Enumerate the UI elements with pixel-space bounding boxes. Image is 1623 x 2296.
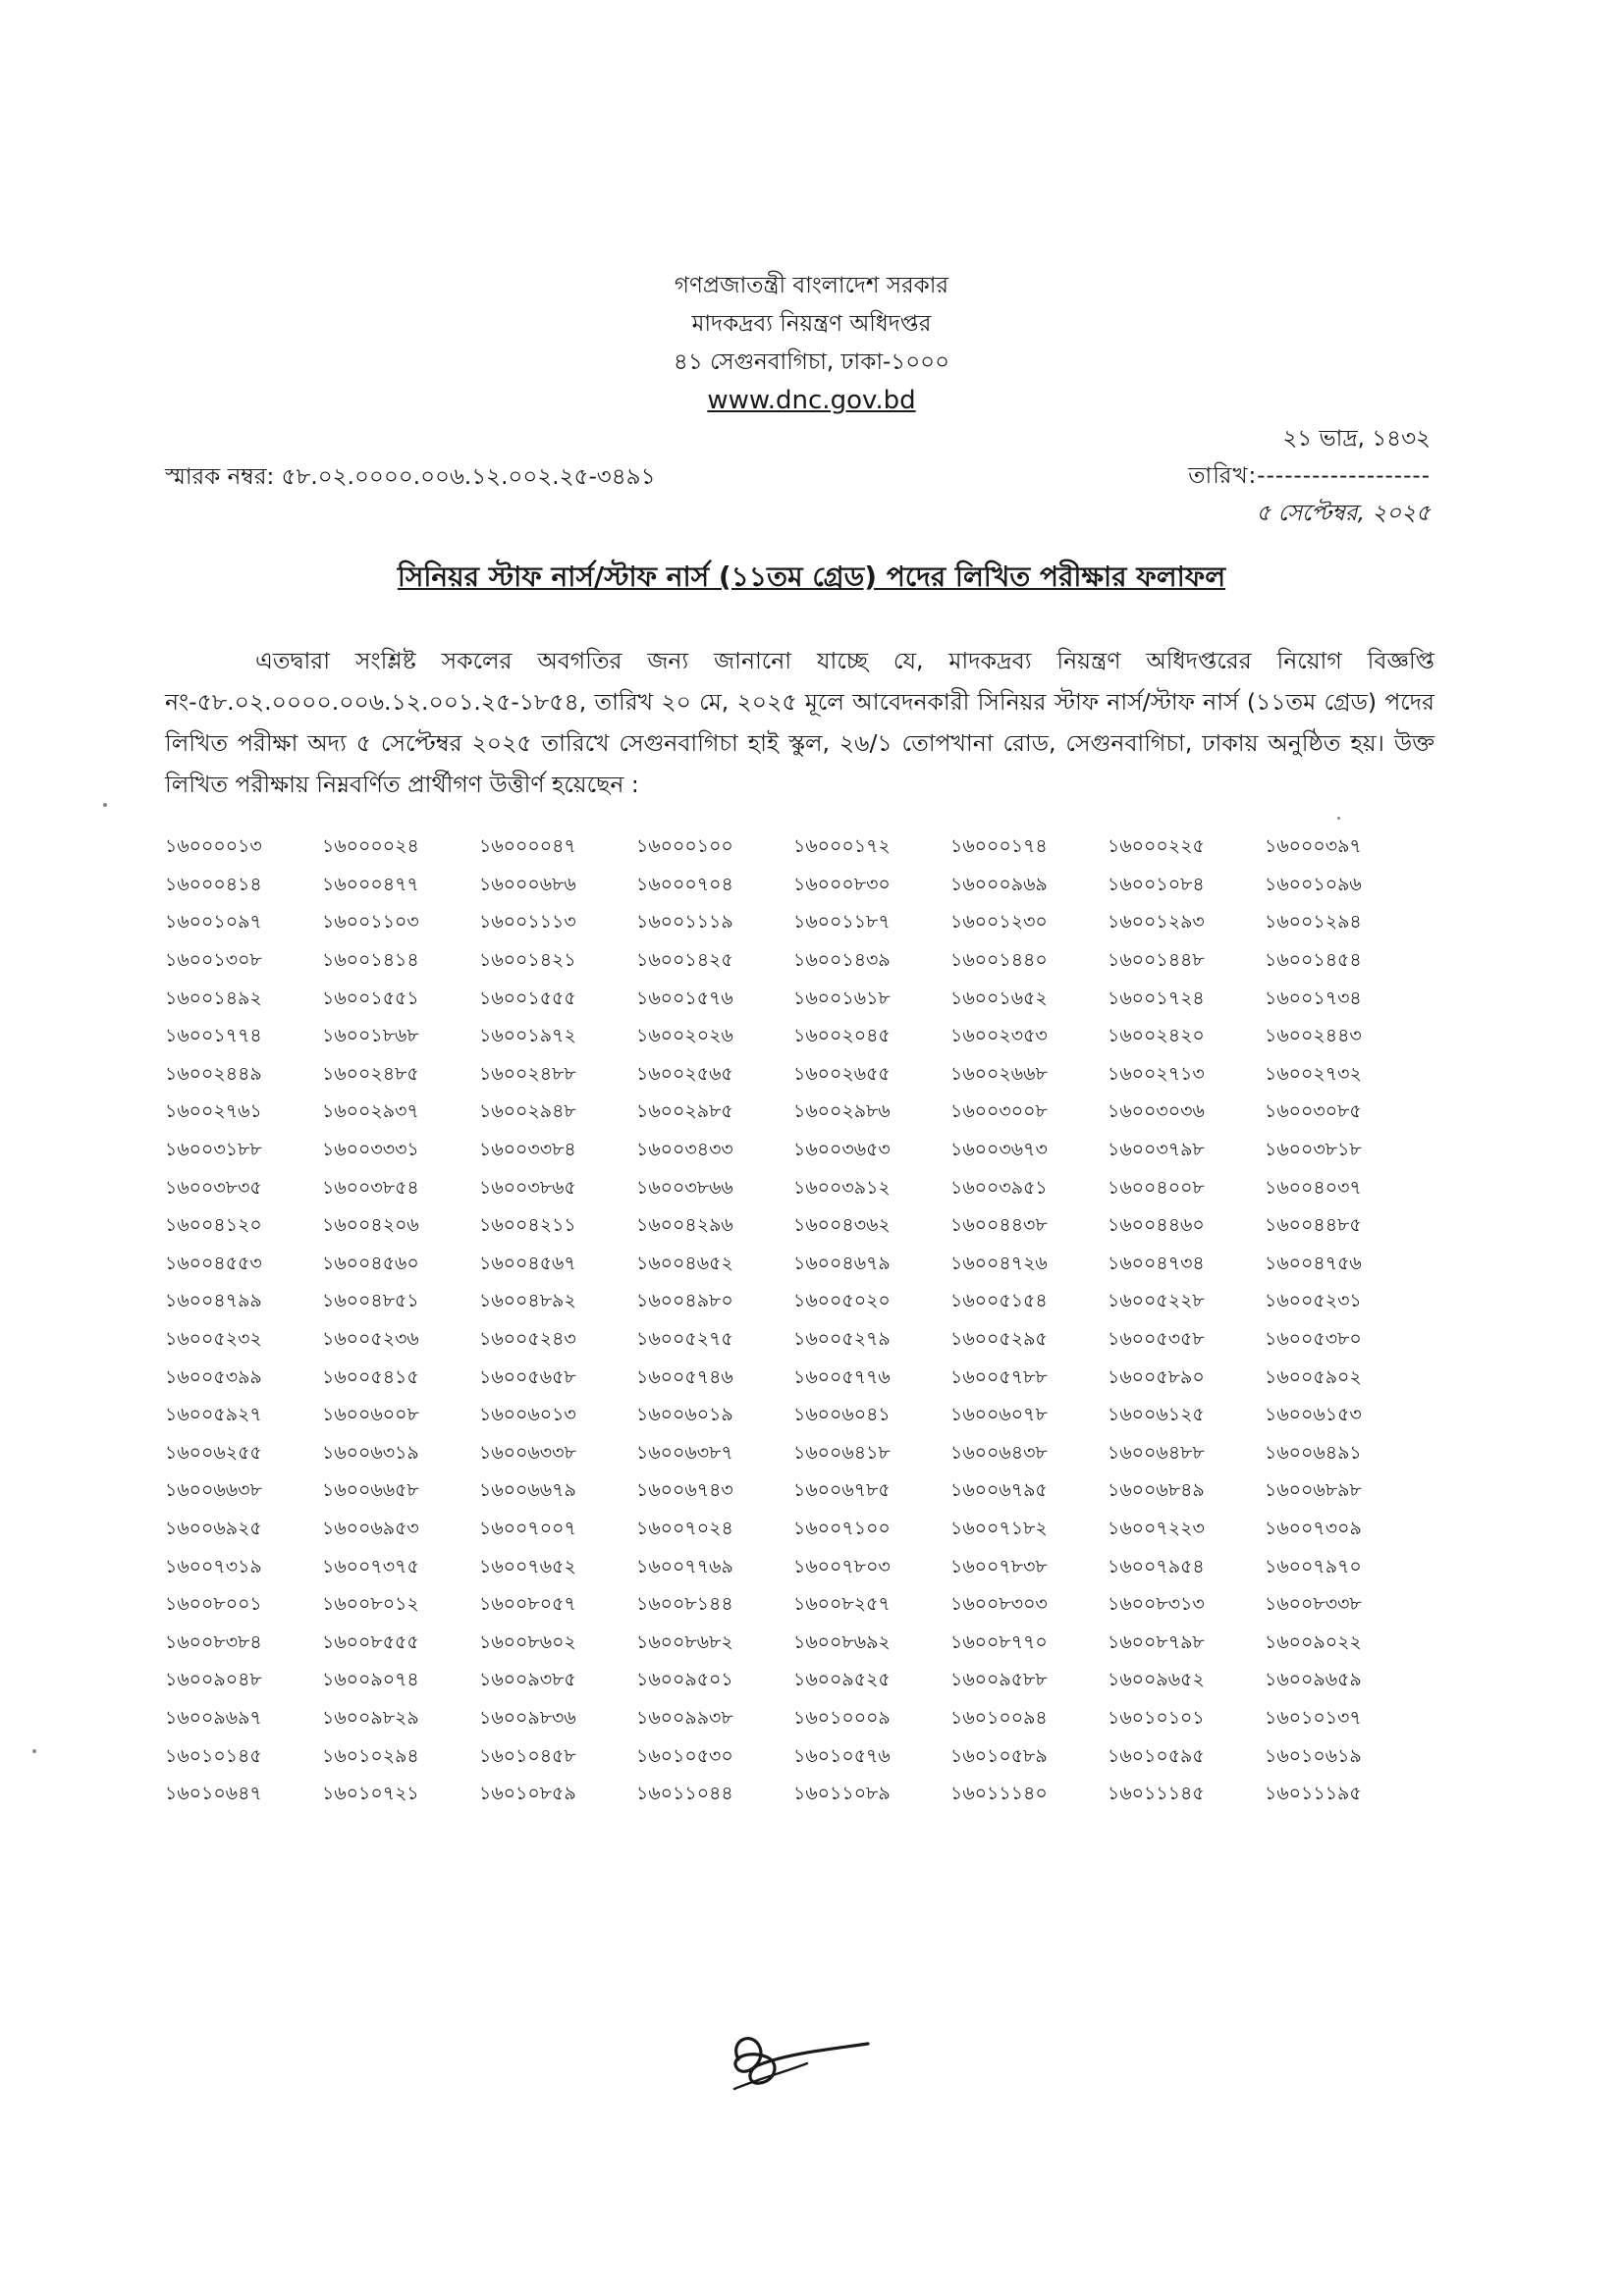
roll-number-cell: ১৬০০৮৭৭০ [950,1630,1048,1653]
roll-number-cell: ১৬০০৯৫২৫ [793,1669,891,1691]
roll-number-cell: ১৬০০৫২৭৫ [636,1328,733,1351]
roll-number-cell: ১৬০১১১৪৫ [1108,1783,1205,1805]
roll-number-cell: ১৬০১০১৩৭ [1265,1706,1362,1729]
roll-number-cell: ১৬০০১২৩০ [950,911,1048,934]
roll-number-cell: ১৬০০৬৮৯৮ [1265,1479,1362,1502]
table-row [165,981,1422,1019]
roll-number-cell: ১৬০০৭১০০ [793,1517,891,1539]
roll-number-cell: ১৬০০৭৬৫২ [479,1555,576,1577]
roll-number-cell: ১৬০০৭৮০৩ [793,1555,891,1577]
roll-number-cell: ১৬০০৮৭৯৮ [1108,1630,1205,1653]
roll-number-cell: ১৬০০৮৬৮২ [636,1630,733,1653]
roll-number-cell: ১৬০০৯০২২ [1265,1630,1362,1653]
roll-number-cell: ১৬০০৯৬৯৭ [165,1706,262,1729]
table-row [165,1247,1422,1285]
roll-number-cell: ১৬০০৬০০৮ [322,1404,419,1426]
table-row [165,1133,1422,1171]
roll-number-cell: ১৬০০৩৪৩৩ [636,1139,733,1161]
signature-icon [699,2020,876,2099]
roll-number-cell: ১৬০০৫৯০২ [1265,1365,1362,1388]
table-row [165,1057,1422,1095]
roll-number-cell: ১৬০০৯০৭৪ [322,1669,419,1691]
roll-number-cell: ১৬০০০০৪৭ [479,835,576,858]
roll-number-cell: ১৬০০৪৮৯২ [479,1290,576,1312]
roll-number-cell: ১৬০০১৫৫১ [322,987,419,1009]
roll-number-cell: ১৬০০৬৬৫৮ [322,1479,419,1502]
roll-number-cell: ১৬০০৪৪৬০ [1108,1214,1205,1237]
roll-number-cell: ১৬০০৭১৮২ [950,1517,1048,1539]
roll-number-cell: ১৬০০২৯৮৬ [793,1100,891,1123]
date-block [1188,420,1431,532]
roll-number-cell: ১৬০০৬২৫৫ [165,1441,262,1464]
table-row [165,905,1422,943]
roll-number-cell: ১৬০০৫২২৮ [1108,1290,1205,1312]
roll-number-cell: ১৬০০১৪৩৯ [793,949,891,972]
table-row [165,943,1422,982]
website-link[interactable]: www.dnc.gov.bd [707,386,916,415]
roll-number-table-body [165,829,1422,1814]
roll-number-cell: ১৬০০৭৭৬৯ [636,1555,733,1577]
roll-number-cell: ১৬০০৫৩৮০ [1265,1328,1362,1351]
roll-number-cell: ১৬০০১১১৩ [479,911,576,934]
roll-number-cell: ১৬০০০৮৩০ [793,873,891,895]
roll-number-cell: ১৬০০৫৭৮৮ [950,1365,1048,1388]
roll-number-cell: ১৬০০৯৫৮৮ [950,1669,1048,1691]
roll-number-cell: ১৬০০২৪৮৮ [479,1062,576,1085]
roll-number-cell: ১৬০০৪৭২৬ [950,1252,1048,1274]
roll-number-cell: ১৬০০১৫৫৫ [479,987,576,1009]
roll-number-cell: ১৬০০৪০৩৭ [1265,1176,1362,1199]
scan-speck [32,1749,36,1753]
roll-number-cell: ১৬০০৫৩৯৯ [165,1365,262,1388]
roll-number-cell: ১৬০০২০৪৫ [793,1025,891,1047]
govt-name: গণপ্রজাতন্ত্রী বাংলাদেশ সরকার [674,273,949,298]
roll-number-cell: ১৬০০৭০২৪ [636,1517,733,1539]
roll-number-cell: ১৬০০০১৭২ [793,835,891,858]
roll-number-cell: ১৬০০৮৬৯২ [793,1630,891,1653]
roll-number-cell: ১৬০০৪১২০ [165,1214,262,1237]
roll-number-cell: ১৬০০০১৭৪ [950,835,1048,858]
roll-number-cell: ১৬০১০৬১৯ [1265,1744,1362,1767]
roll-number-cell: ১৬০১০৬৪৭ [165,1783,262,1805]
table-row [165,1701,1422,1739]
roll-number-cell: ১৬০০৭২২৩ [1108,1517,1205,1539]
roll-number-cell: ১৬০০৪২১১ [479,1214,576,1237]
roll-number-cell: ১৬০০২৬৬৮ [950,1062,1048,1085]
roll-number-cell: ১৬০০৭৩০৯ [1265,1517,1362,1539]
roll-number-cell: ১৬০০৩৮৬৬ [636,1176,733,1199]
roll-number-cell: ১৬০০২৩৫৩ [950,1025,1048,1047]
roll-number-cell: ১৬০০২৯৩৭ [322,1100,419,1123]
table-row [165,868,1422,906]
roll-number-cell: ১৬০০৬১২৫ [1108,1404,1205,1426]
roll-number-cell: ১৬০০৯৮৩৬ [479,1706,576,1729]
roll-number-cell: ১৬০১০০৯৪ [950,1706,1048,1729]
table-row [165,1170,1422,1208]
roll-number-cell: ১৬০০৮২৫৭ [793,1593,891,1616]
roll-number-cell: ১৬০০৩৮৬৫ [479,1176,576,1199]
department-name: মাদকদ্রব্য নিয়ন্ত্রণ অধিদপ্তর [691,311,932,337]
roll-number-cell: ১৬০১১১৪০ [950,1783,1048,1805]
roll-number-cell: ১৬০০৪৫৬০ [322,1252,419,1274]
roll-number-cell: ১৬০০১২৯৪ [1265,911,1362,934]
roll-number-cell: ১৬০১০৫৭৬ [793,1744,891,1767]
roll-number-cell: ১৬০০৪৫৫৩ [165,1252,262,1274]
roll-number-cell: ১৬০০৫৬৫৮ [479,1365,576,1388]
page-title: সিনিয়র স্টাফ নার্স/স্টাফ নার্স (১১তম গ্রেড) পদের লিখিত পরীক্ষার ফলাফল [397,561,1226,593]
roll-number-cell: ১৬০০১০৮৪ [1108,873,1205,895]
roll-number-cell: ১৬০১০৫৮৯ [950,1744,1048,1767]
roll-number-cell: ১৬০০৬৭৪৩ [636,1479,733,1502]
roll-number-cell: ১৬০০৭৯৭০ [1265,1555,1362,1577]
roll-number-cell: ১৬০০২৪৮৫ [322,1062,419,1085]
roll-number-cell: ১৬০০৯০৪৮ [165,1669,262,1691]
table-row [165,1284,1422,1322]
roll-number-cell: ১৬০০৩৮৩৫ [165,1176,262,1199]
roll-number-cell: ১৬০০৬৬৭৯ [479,1479,576,1502]
table-row [165,1095,1422,1133]
roll-number-cell: ১৬০০৮০০১ [165,1593,262,1616]
table-row [165,1625,1422,1663]
roll-number-cell: ১৬০০৪২০৬ [322,1214,419,1237]
roll-number-cell: ১৬০০৬০১৯ [636,1404,733,1426]
roll-number-cell: ১৬০১০৭২১ [322,1783,419,1805]
scan-speck [103,803,107,807]
roll-number-cell: ১৬০০১৭৭৪ [165,1025,262,1047]
roll-number-cell: ১৬০০৫২৩১ [1265,1290,1362,1312]
roll-number-cell: ১৬০০৩৮৫৪ [322,1176,419,1199]
roll-number-cell: ১৬০০২৯৮৫ [636,1100,733,1123]
roll-number-cell: ১৬০০৫২৩২ [165,1328,262,1351]
roll-number-cell: ১৬০০৭৩১৯ [165,1555,262,1577]
roll-number-cell: ১৬০০৩৭৯৮ [1108,1139,1205,1161]
roll-number-cell: ১৬০০৪৯৮০ [636,1290,733,1312]
date-gregorian: ৫ সেপ্টেম্বর, ২০২৫ [1256,501,1431,526]
roll-number-cell: ১৬০১০২৯৪ [322,1744,419,1767]
table-row [165,1208,1422,1247]
roll-number-cell: ১৬০০২৬৫৫ [793,1062,891,1085]
roll-number-cell: ১৬০০১৪৫৪ [1265,949,1362,972]
roll-number-cell: ১৬০০২৪২০ [1108,1025,1205,1047]
roll-number-cell: ১৬০০৬৪৮৮ [1108,1441,1205,1464]
roll-number-cell: ১৬০০০৩৯৭ [1265,835,1362,858]
table-row [165,1587,1422,1626]
roll-number-cell: ১৬০০০০২৪ [322,835,419,858]
roll-number-cell: ১৬০০০৪৭৭ [322,873,419,895]
roll-number-cell: ১৬০০৪৬৫২ [636,1252,733,1274]
roll-number-cell: ১৬০১০৮৫৯ [479,1783,576,1805]
roll-number-cell: ১৬০০৩৯১২ [793,1176,891,1199]
roll-number-cell: ১৬০০১৪৯২ [165,987,262,1009]
roll-number-cell: ১৬০০৫২৭৯ [793,1328,891,1351]
roll-number-cell: ১৬০০৬০৭৮ [950,1404,1048,1426]
roll-number-cell: ১৬০০৬৮৪৯ [1108,1479,1205,1502]
roll-number-cell: ১৬০০২০২৬ [636,1025,733,1047]
roll-number-cell: ১৬০০৫৯২৭ [165,1404,262,1426]
roll-number-cell: ১৬০০৯৯৩৮ [636,1706,733,1729]
roll-number-cell: ১৬০০৬৩১৯ [322,1441,419,1464]
roll-number-cell: ১৬০০৫৭৭৬ [793,1365,891,1388]
roll-number-cell: ১৬০০৯৫০১ [636,1669,733,1691]
roll-number-cell: ১৬০০১০৯৭ [165,911,262,934]
roll-number-cell: ১৬০০৫১৫৪ [950,1290,1048,1312]
roll-number-cell: ১৬০১১০৪৪ [636,1783,733,1805]
roll-number-cell: ১৬০১০৪৫৮ [479,1744,576,1767]
roll-number-cell: ১৬০০২৭৩২ [1265,1062,1362,1085]
roll-number-cell: ১৬০০৬৪৯১ [1265,1441,1362,1464]
table-row [165,1473,1422,1512]
roll-number-cell: ১৬০০১৮৬৮ [322,1025,419,1047]
roll-number-cell: ১৬০০২৭১৩ [1108,1062,1205,1085]
roll-number-cell: ১৬০০৬৯২৫ [165,1517,262,1539]
roll-number-cell: ১৬০০৪৮৫১ [322,1290,419,1312]
table-row [165,1360,1422,1398]
roll-number-cell: ১৬০০৪৫৬৭ [479,1252,576,1274]
roll-number-cell: ১৬০০১৭২৪ [1108,987,1205,1009]
roll-number-cell: ১৬০০৬৩৩৮ [479,1441,576,1464]
roll-number-cell: ১৬০০৬৭৯৫ [950,1479,1048,1502]
roll-number-cell: ১৬০০৫২৩৬ [322,1328,419,1351]
roll-number-cell: ১৬০০১১৮৭ [793,911,891,934]
roll-number-cell: ১৬০০৪২৯৬ [636,1214,733,1237]
roll-number-cell: ১৬০০৩৩৩১ [322,1139,419,1161]
table-row [165,1398,1422,1436]
roll-number-cell: ১৬০০৯৮২৯ [322,1706,419,1729]
roll-number-cell: ১৬০০৯৩৮৫ [479,1669,576,1691]
roll-number-cell: ১৬০০১৫৭৬ [636,987,733,1009]
roll-number-cell: ১৬০০৪৩৬২ [793,1214,891,1237]
roll-number-cell: ১৬০০০৪১৪ [165,873,262,895]
roll-number-cell: ১৬০০১৯৭২ [479,1025,576,1047]
table-row [165,1019,1422,1057]
date-bangla: ২১ ভাদ্র, ১৪৩২ [1282,426,1431,452]
table-row [165,1549,1422,1587]
roll-number-cell: ১৬০০৫০২০ [793,1290,891,1312]
letterhead [0,267,1623,420]
table-row [165,1663,1422,1701]
roll-number-cell: ১৬০০৬৪৩৮ [950,1441,1048,1464]
roll-number-cell: ১৬০০৬৯৫৩ [322,1517,419,1539]
table-row [165,1512,1422,1550]
roll-number-cell: ১৬০০২৪৪৩ [1265,1025,1362,1047]
roll-number-cell: ১৬০০৫৭৪৬ [636,1365,733,1388]
roll-number-cell: ১৬০০০৬৮৬ [479,873,576,895]
roll-number-cell: ১৬০০৮৩১৩ [1108,1593,1205,1616]
table-row [165,1436,1422,1474]
office-address: ৪১ সেগুনবাগিচা, ঢাকা-১০০০ [673,349,950,375]
roll-number-cell: ১৬০০১১০৩ [322,911,419,934]
roll-number-cell: ১৬০০৮৬০২ [479,1630,576,1653]
roll-number-cell: ১৬০০৩৬৫৩ [793,1139,891,1161]
table-row [165,1322,1422,1361]
roll-number-cell: ১৬০০২৯৪৮ [479,1100,576,1123]
roll-number-cell: ১৬০০১৬৫২ [950,987,1048,1009]
roll-number-cell: ১৬০০১৪৪০ [950,949,1048,972]
roll-number-cell: ১৬০০৬০১৩ [479,1404,576,1426]
roll-number-cell: ১৬০০৫৩৫৮ [1108,1328,1205,1351]
roll-number-cell: ১৬০০১০৯৬ [1265,873,1362,895]
roll-number-cell: ১৬০০১২৯৩ [1108,911,1205,934]
roll-number-cell: ১৬০০১৬১৮ [793,987,891,1009]
roll-number-cell: ১৬০১০৫৯৫ [1108,1744,1205,1767]
roll-number-cell: ১৬০০৩০০৮ [950,1100,1048,1123]
roll-number-cell: ১৬০০৫২৪৩ [479,1328,576,1351]
roll-number-cell: ১৬০১০১৪৫ [165,1744,262,1767]
roll-number-cell: ১৬০০৮৩৮৪ [165,1630,262,1653]
roll-number-cell: ১৬০০৬৭৮৫ [793,1479,891,1502]
roll-number-table [165,829,1422,1814]
roll-number-cell: ১৬০০৯৬৫৯ [1265,1669,1362,1691]
table-row [165,1777,1422,1815]
roll-number-cell: ১৬০০৭৯৫৪ [1108,1555,1205,1577]
roll-number-cell: ১৬০০৬১৫৩ [1265,1404,1362,1426]
roll-number-cell: ১৬০০০৯৬৯ [950,873,1048,895]
scan-speck [1337,817,1340,820]
roll-number-cell: ১৬০০৪৪৩৮ [950,1214,1048,1237]
roll-number-cell: ১৬০০৬৬৩৮ [165,1479,262,1502]
roll-number-cell: ১৬০০৩০৩৬ [1108,1100,1205,1123]
roll-number-cell: ১৬০০৫৮৯০ [1108,1365,1205,1388]
roll-number-cell: ১৬০০২৫৬৫ [636,1062,733,1085]
roll-number-cell: ১৬০০৬৪১৮ [793,1441,891,1464]
roll-number-cell: ১৬০০৪৬৭৯ [793,1252,891,1274]
roll-number-cell: ১৬০০৫৪১৫ [322,1365,419,1388]
roll-number-cell: ১৬০০৬৩৮৭ [636,1441,733,1464]
roll-number-cell: ১৬০০৩৯৫১ [950,1176,1048,1199]
roll-number-cell: ১৬০০২৪৪৯ [165,1062,262,1085]
roll-number-cell: ১৬০০৮৩৩৮ [1265,1593,1362,1616]
roll-number-cell: ১৬০০১১১৯ [636,911,733,934]
roll-number-cell: ১৬০০৪৭৫৬ [1265,1252,1362,1274]
roll-number-cell: ১৬০০০৭০৪ [636,873,733,895]
roll-number-cell: ১৬০০৫২৯৫ [950,1328,1048,1351]
roll-number-cell: ১৬০০৮৫৫৫ [322,1630,419,1653]
roll-number-cell: ১৬০০৩৬৭৩ [950,1139,1048,1161]
roll-number-cell: ১৬০০১৪১৪ [322,949,419,972]
roll-number-cell: ১৬০০৬০৪১ [793,1404,891,1426]
roll-number-cell: ১৬০০৮০১২ [322,1593,419,1616]
roll-number-cell: ১৬০০৪৪৮৫ [1265,1214,1362,1237]
roll-number-cell: ১৬০০৮৩০৩ [950,1593,1048,1616]
roll-number-cell: ১৬০০৩৩৮৪ [479,1139,576,1161]
table-row [165,829,1422,868]
notice-paragraph [165,640,1434,805]
roll-number-cell: ১৬০১০০০৯ [793,1706,891,1729]
roll-number-cell: ১৬০০৪০০৮ [1108,1176,1205,1199]
roll-number-cell: ১৬০০৭৩৭৫ [322,1555,419,1577]
roll-number-cell: ১৬০১১১৯৫ [1265,1783,1362,1805]
roll-number-cell: ১৬০০৯৬৫২ [1108,1669,1205,1691]
roll-number-cell: ১৬০০১৭৩৪ [1265,987,1362,1009]
date-label: তারিখ:------------------- [1188,463,1431,489]
roll-number-cell: ১৬০০১৪২১ [479,949,576,972]
roll-number-cell: ১৬০০৮০৫৭ [479,1593,576,1616]
paragraph-text: এতদ্বারা সংশ্লিষ্ট সকলের অবগতির জন্য জানানো যাচ্ছে যে, মাদকদ্রব্য নিয়ন্ত্রণ অধিদপ্তরের নিয়োগ বিজ্ঞপ্তি নং-৫৮.০২.০০০০.০০৬.১২.০০১.২৫-১৮৫৪, তারিখ ২০ মে, ২০২৫ মূলে আবেদনকারী সিনিয়র স্টাফ নার্স/স্টাফ নার্স (১১তম গ্রেড) পদের লিখিত পরীক্ষা অদ্য ৫ সেপ্টেম্বর ২০২৫ তারিখে সেগুনবাগিচা হাই স্কুল, ২৬/১ তোপখানা রোড, সেগুনবাগিচা, ঢাকায় অনুষ্ঠিত হয়। উক্ত লিখিত পরীক্ষায় নিম্নবর্ণিত প্রার্থীগণ উত্তীর্ণ হয়েছেন : [165,647,1434,798]
roll-number-cell: ১৬০০০০১৩ [165,835,262,858]
roll-number-cell: ১৬০০১৩০৮ [165,949,262,972]
table-row [165,1738,1422,1777]
roll-number-cell: ১৬০০৭০০৭ [479,1517,576,1539]
roll-number-cell: ১৬০১১০৮৯ [793,1783,891,1805]
roll-number-cell: ১৬০০৪৭৯৯ [165,1290,262,1312]
roll-number-cell: ১৬০০০২২৫ [1108,835,1205,858]
roll-number-cell: ১৬০০৭৮৩৮ [950,1555,1048,1577]
roll-number-cell: ১৬০০০১০০ [636,835,733,858]
roll-number-cell: ১৬০০৮১৪৪ [636,1593,733,1616]
roll-number-cell: ১৬০১০৫৩০ [636,1744,733,1767]
roll-number-cell: ১৬০০১৪২৫ [636,949,733,972]
roll-number-cell: ১৬০০৩১৮৮ [165,1139,262,1161]
roll-number-cell: ১৬০০৩৮১৮ [1265,1139,1362,1161]
memo-number: স্মারক নম্বর: ৫৮.০২.০০০০.০০৬.১২.০০২.২৫-৩৪৯১ [165,464,656,490]
roll-number-cell: ১৬০০১৪৪৮ [1108,949,1205,972]
roll-number-cell: ১৬০০২৭৬১ [165,1100,262,1123]
roll-number-cell: ১৬০১০১০১ [1108,1706,1205,1729]
roll-number-cell: ১৬০০৪৭৩৪ [1108,1252,1205,1274]
roll-number-cell: ১৬০০৩০৮৫ [1265,1100,1362,1123]
